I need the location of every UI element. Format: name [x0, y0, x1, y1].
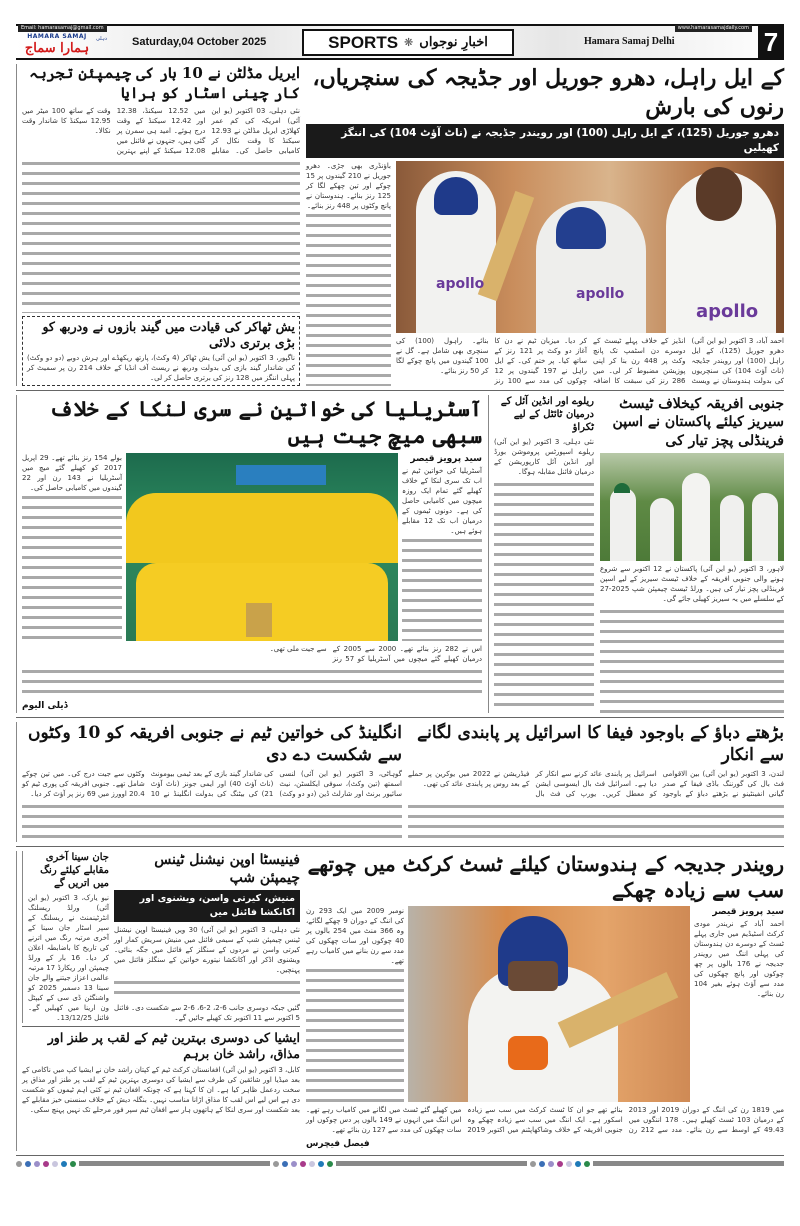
fifa-story [408, 722, 784, 842]
tennis-subhead-bar: منیش، کیرتی واسن، ویشنوی اور اکانکشا فائنل میں [114, 890, 300, 922]
footer-dot [530, 1161, 536, 1167]
main-body-col-left: باؤنڈری بھی جڑی۔ دھرو جوریل نے 210 گیندوں پر 15 چوکے اور تین چھکے لگا کر 125 رنز بنائے۔ ہندوستان نے پانچ وکٹوں پر 448 رنز بنائے۔ [306, 162, 391, 211]
footer-dot [539, 1161, 545, 1167]
jadeja-body-bottom: میں 1819 رن کی اننگ کے دوران 2019 اور 2013 کے درمیان 103 ٹسٹ کھیلے ہیں۔ 178 اننگوں میں 49.43 کے اوسط سے رن بنائے۔ مدد سے 212 رن بنائے تھے جو ان کا ٹسٹ کرکٹ میں سب سے زیادہ اسکور ہے۔ ایک اننگ میں سب سے زیادہ چھکے وہ جنوبی افریقہ کے خلاف وشاکھاپٹنم میں اکتوبر 2019 میں کھیلے گئے ٹسٹ میں لگانے میں کامیاب رہے تھے۔ اس اننگ میں انہوں نے 149 بالوں پر دس چوکوں اور سات چھکوں کی مدد سے 127 رن بنائے تھے۔ [306, 1105, 785, 1134]
fifa-body: لندن، 3 اکتوبر (یو این آئی) بین الاقوامی فٹ بال کی گورننگ باڈی فیفا کے صدر گیانی انفینٹینو نے بڑھتے دباؤ کے باوجود اسرائیل پر پابندی عائد کرنے سے انکار کر دیا ہے۔ اسرائیل فٹ بال ایسوسی ایشن کو معطل کریں۔ یورپ کی فٹ بال فیڈریشن نے 2022 میں یوکرین پر حملے کے بعد روس پر پابندی عائد کی تھی۔ [408, 769, 784, 798]
footer-dot [70, 1161, 76, 1167]
pakistan-body: لاہور، 3 اکتوبر (یو این آئی) پاکستان نے 12 اکتوبر سے شروع ہونے والی جنوبی افریقہ کے خلاف ٹیسٹ سیریز کے لیے اسپن فرینڈلی پچز تیار کی ہیں۔ ورلڈ ٹیسٹ چیمپئن شپ 2025-27 کے سلسلے میں یہ سیریز کھیلی جائے گی۔ [600, 564, 785, 603]
footer-dot [318, 1161, 324, 1167]
main-subhead-bar: دھرو جوریل (125)، کے ایل راہل (100) اور رویندر جڈیجہ نے (ناٹ آؤٹ 104) کی اننگز کھیلیں [306, 124, 784, 158]
australia-body-bottom: اس نے 282 رنز بنائے تھے۔ 2000 سے 2005 کے درمیان کھیلے گئے میچوں میں آسٹریلیا کو 57 رنز سے جیت ملی تھی۔ [269, 644, 483, 663]
footer-dot [34, 1161, 40, 1167]
footer-dot [327, 1161, 333, 1167]
tennis-body: نئی دہلی، 3 اکتوبر (یو این آئی) 30 ویں فینیسٹا اوپن نیشنل ٹینس چیمپئن شپ کے سیمی فائنل میں منیش سریش کمار اور کیرتی واسن نے مردوں کے سنگلز کے فائنل میں جگہ بنائی۔ ویشنوی اڈکر اور آکانکشا نیتورے خواتین کے سنگلز فائنل میں پہنچیں۔ [114, 926, 300, 975]
main-body-bottom: احمد آباد، 3 اکتوبر (یو این آئی) دھرو جوریل (125)، کے ایل راہل (100) اور رویندر جڈیجہ (ناٹ آؤٹ 104) کی سنچریوں کی بدولت ہندوستان نے ویسٹ انڈیز کے خلاف پہلے ٹیسٹ کے دوسرے دن اسٹمپ تک پانچ وکٹ پر 448 رن بنا کر اپنی پوزیشن مضبوط کر لی۔ میں 286 رنز کی سبقت کا اضافہ کر دیا۔ میزبان ٹیم نے دن کا آغاز دو وکٹ پر 121 رنز کے ساتھ کیا۔ پر ختم کی۔ کے ایل راہل نے 197 گیندوں پر 12 چوکوں کی مدد سے 100 رنز بنائے۔ راہول (100) کی سنچری بھی شامل ہے۔ گل نے 100 گیندوں میں پانچ چوکے لگا کر 50 رنز بنائے۔ [396, 337, 784, 386]
australia-byline: سید پرویز قیصر [410, 453, 482, 464]
main-photo-batsmen: apollo apollo apollo [396, 161, 784, 333]
tennis-story [114, 851, 300, 1023]
cena-body: نیو یارک، 3 اکتوبر (یو این آئی) ورلڈ ریسلنگ انٹرٹینمنٹ نے ریسلنگ کے سپر اسٹار جان سینا کے آخری مرتبہ رنگ میں اترنے کی تاریخ کا باضابطہ اعلان کر دیا۔ 16 بار کے ورلڈ چیمپئن اور ریکارڈ 17 مرتبہ عالمی اعزاز جیتنے والے جان سینا 13 دسمبر 2025 کو واشنگٹن ڈی سی کے کیپٹل ون ارینا میں کھیلیں گے۔ فائنل 13/12/25۔ [28, 893, 110, 1022]
page-number: 7 [758, 26, 784, 58]
footer-dot [566, 1161, 572, 1167]
logo-city: دہلی [96, 36, 107, 42]
footer-bar [593, 1161, 784, 1166]
newspaper-logo: HAMARA SAMAJ ہمارا سماج [24, 33, 90, 56]
australia-body-right: آسٹریلیا کی خواتین ٹیم نے اب تک سری لنکا کے خلاف کھیلے گئے تمام ایک روزہ میچوں میں کامیابی حاصل کی ہے۔ دونوں ٹیموں کے درمیان اب تک 12 مقابلے ہوئے ہیں۔ [402, 466, 482, 535]
jadeja-story [306, 851, 784, 1151]
cena-headline: جان سینا آخری مقابلے کیلئے رنگ میں اتریں گے [40, 851, 109, 889]
footer-dot [25, 1161, 31, 1167]
masthead [16, 24, 784, 60]
tennis-headline: فینیسٹا اوپن نیشنل ٹینس چیمپئن شپ [154, 851, 300, 887]
jadeja-headline: رویندر جدیجہ کے ہندوستان کیلئے ٹسٹ کرکٹ میں چوتھے سب سے زیادہ چھکے [307, 851, 784, 902]
jadeja-body-right: احمد آباد کے نریندر مودی کرکٹ اسٹیڈیم میں جاری پہلے ٹسٹ کے دوسرے دن ہندوستان کی پہلی اننگ میں رویندر جدیجہ نے 176 بالوں پر چھ چوکوں اور پانچ چھکوں کی مدد سے آؤٹ ہوئے بغیر 104 رن بنائے۔ [694, 919, 784, 998]
england-body: گوہاٹی، 3 اکتوبر (یو این آئی) لنسی اسمتھ (تین وکٹ)، سوفی ایکلسٹن، نیٹ سائیور برنٹ اور شارلٹ ڈین (دو دو وکٹ) کی شاندار گیند بازی کے بعد ٹیمی بیومونٹ (ناٹ آؤٹ 40) اور ایمی جونز (ناٹ آؤٹ 21) کی بیٹنگ کی بدولت انگلینڈ نے 10 وکٹوں سے جیت درج کی۔ میں تین چوکے شامل تھے۔ جنوبی افریقہ کی پوری ٹیم کو 20.4 اوورز میں 69 رنز پر آؤٹ کر دیا۔ [22, 769, 402, 798]
footer-dot [282, 1161, 288, 1167]
website-text: www.hamarasamajdaily.com [675, 25, 752, 32]
footer-dot [584, 1161, 590, 1167]
footer-dot [291, 1161, 297, 1167]
row-2 [16, 391, 784, 718]
middleton-headline: ایریل مڈلٹن نے 10 بار کی چیمپئن تجربہ کار چینی اسٹار کو ہرایا [29, 64, 300, 102]
section-title-box [302, 29, 514, 56]
main-story [306, 64, 784, 386]
issue-date: Saturday,04 October 2025 [132, 36, 267, 48]
england-story [16, 722, 402, 842]
main-headline: کے ایل راہل، دھرو جوریل اور جڈیجہ کی سنچریاں، رنوں کی بارش [312, 65, 784, 120]
jadeja-body-left: نومبر 2009 میں ایک 293 رن کی اننگ کے دوران 9 چھکے لگائے، وہ 366 منٹ میں 254 بالوں پر 40 چوکوں اور سات چھکوں کی مدد سے رن بنانے میں کامیاب رہے تھے۔ [306, 906, 405, 965]
section-title-en: SPORTS [328, 32, 399, 52]
jadeja-byline: سید پرویز قیصر [712, 906, 784, 917]
footer-dot [575, 1161, 581, 1167]
footer-dot [16, 1161, 22, 1167]
vidarbha-body: ناگپور، 3 اکتوبر (یو این آئی) یش ٹھاکر (4 وکٹ)، پارتھ ریکھڈے اور ہرش دوبے (دو دو وکٹ) کی شاندار گیند بازی کی بدولت ودربھ نے ریسٹ آف انڈیا کے خلاف 214 رن پر سمیٹ کر پہلی اننگز میں 128 رنز کی برتری حاصل کر لی۔ [27, 354, 295, 383]
railway-headline: ریلوے اور انڈین آئل کے درمیان ٹائٹل کے لیے ٹکراؤ [500, 396, 594, 434]
england-headline: انگلینڈ کی خواتین ٹیم نے جنوبی افریقہ کو 10 وکٹوں سے شکست دے دی [28, 722, 402, 765]
footer-bar [79, 1161, 270, 1166]
rashid-headline: ایشیا کی دوسری بہترین ٹیم کے لقب پر طنز اور مذاق، راشد خان برہم [47, 1029, 300, 1062]
australia-credit: ڈیلی الیوم [22, 700, 68, 711]
vidarbha-headline: یش ٹھاکر کی قیادت میں گیند بازوں نے ودربھ کو بڑی برتری دلائی [42, 318, 295, 350]
edition-name: Hamara Samaj Delhi [584, 36, 675, 47]
footer-dot [548, 1161, 554, 1167]
footer-dot [300, 1161, 306, 1167]
row-3 [16, 718, 784, 847]
australia-headline: آسٹریلیا کی خواتین نے سری لنکا کے خلاف سبھی میچ جیت ہیں [49, 396, 482, 449]
australia-body-left: بولے 154 رنز بنائے تھے۔ 29 اپریل 2017 کو کھیلے گئے میچ میں آسٹریلیا نے 143 رن اور 22 گیندوں میں کامیابی حاصل کی۔ [22, 453, 123, 492]
middleton-story [16, 64, 300, 386]
pakistan-team-photo [600, 453, 784, 561]
flower-icon: ❋ [404, 36, 414, 49]
email-text: Email: hamarasamaj@gmail.com [18, 25, 107, 32]
row-1 [16, 60, 784, 391]
pakistan-headline: جنوبی افریقہ کیخلاف ٹیسٹ سیریز کیلئے پاکستان نے اسپن فرینڈلی پچز تیار کی [612, 396, 784, 449]
fifa-headline: بڑھتے دباؤ کے باوجود فیفا کا اسرائیل پر پابندی لگانے سے انکار [417, 722, 784, 765]
footer-dot-strip [16, 1160, 784, 1168]
row-4 [16, 847, 784, 1156]
jadeja-photo [408, 906, 690, 1102]
cena-story [22, 851, 109, 1023]
footer-bar [336, 1161, 527, 1166]
railway-story [488, 395, 594, 713]
australia-team-photo [126, 453, 398, 641]
rashid-body: کابل، 3 اکتوبر (یو این آئی) افغانستان کرکٹ ٹیم کے کپتان راشد خان نے ایشیا کپ میں ناکامی کے بعد میڈیا اور شائقین کی طرف سے ایشیا کی دوسری بہترین ٹیم کے لقب پر طنز اور مذاق پر سخت ردعمل ظاہر کیا ہے۔ ان کا کہنا ہے کہ چونکہ افغان ٹیم نے کئی اہم ٹیموں کو شکست دی ہے اس لیے اس لقب کا مذاق اڑانا مناسب نہیں۔ بنگلہ دیش کے خلاف سنسنی خیز مقابلے کے بعد شکست اور سری لنکا کے ہاتھوں ہار سے افغان ٹیم سپر فور مرحلے تک نہیں پہنچ سکی۔ [22, 1066, 301, 1115]
pakistan-story [600, 395, 784, 713]
footer-dot [557, 1161, 563, 1167]
vidarbha-box [22, 316, 300, 387]
rashid-story [22, 1026, 300, 1116]
left-bottom-column [16, 851, 300, 1151]
railway-body: نئی دہلی، 3 اکتوبر (یو این آئی) ریلوے اسپورٹس پروموشن بورڈ اور انڈین آئل کارپوریشن کے درمیان فائنل مقابلہ ہوگا۔ [494, 438, 594, 477]
footer-dot [273, 1161, 279, 1167]
footer-dot [52, 1161, 58, 1167]
footer-dot [309, 1161, 315, 1167]
section-title-ur: اخبارِ نوجواں [419, 35, 488, 50]
jadeja-credit: فیصل فیچرس [306, 1138, 370, 1149]
footer-dot [43, 1161, 49, 1167]
australia-story [16, 395, 482, 713]
footer-dot [61, 1161, 67, 1167]
middleton-body: نئی دہلی، 03 اکتوبر (یو این آئی) امریکہ کی کم عمر کھلاڑی ایریل مڈلٹن نے 12.93 سیکنڈ کا وقت نکال کر کامیابی حاصل کی۔ مقابلے میں 12.52 سیکنڈ، 12.38 اور 12.42 سیکنڈ کے وقت درج ہوئے۔ امید ہی سمرن پر گئی ہیں، جنہوں نے فائنل میں 12.08 سیکنڈ کے اپنے بہترین وقت کے ساتھ 100 میٹر میں 12.95 سیکنڈ کا شاندار وقت نکالا۔ [22, 107, 300, 155]
tennis-body-end: گئیں جبکہ دوسری جانب 6-2، 2-6، 6-2 سے شکست دی۔ فائنل 5 اکتوبر سے 11 اکتوبر تک کھیلے جائیں گے۔ [114, 1003, 301, 1022]
